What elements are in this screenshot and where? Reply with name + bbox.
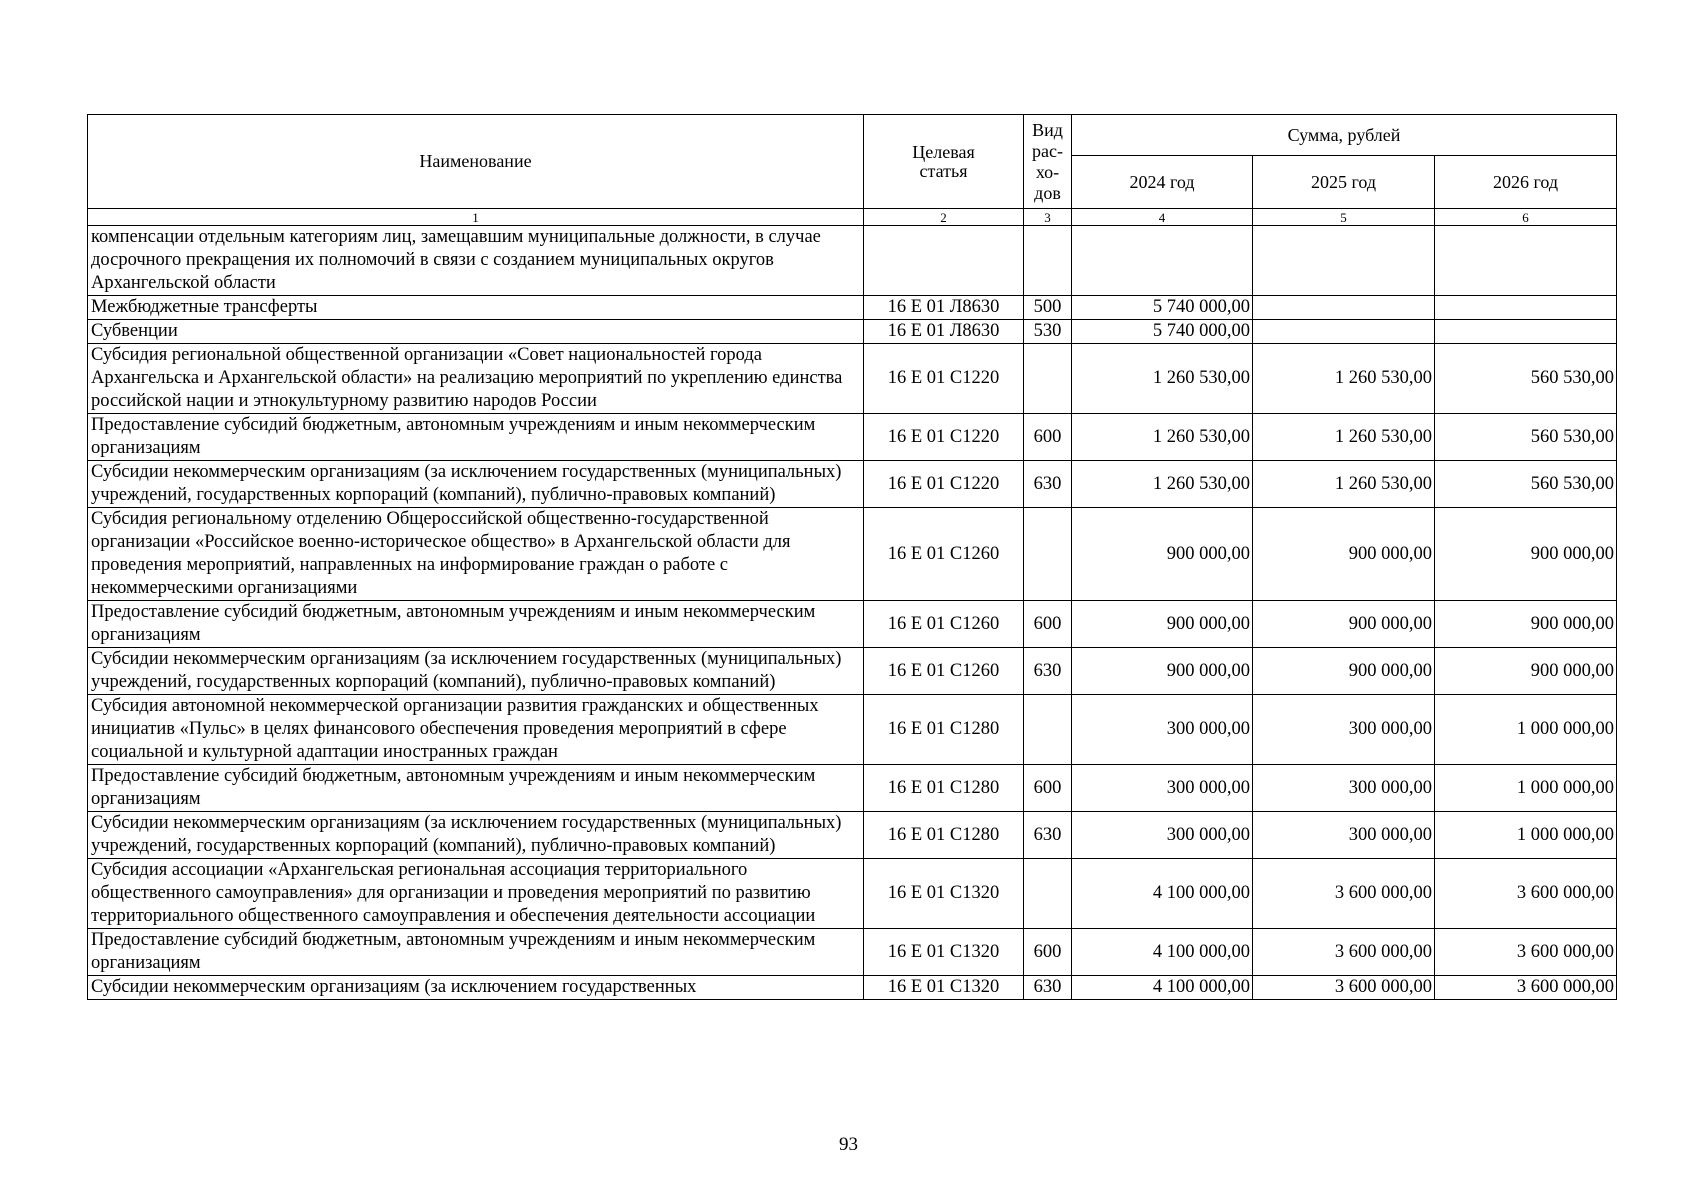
- row-amount-2024: 1 260 530,00: [1072, 344, 1253, 414]
- row-amount-2026: 900 000,00: [1435, 648, 1617, 695]
- row-expense-type: 600: [1024, 929, 1072, 976]
- table-row: [88, 695, 1617, 765]
- row-amount-2025: 900 000,00: [1253, 508, 1435, 601]
- row-amount-2024: 300 000,00: [1072, 765, 1253, 812]
- table-row: [88, 859, 1617, 929]
- table-row: [88, 414, 1617, 461]
- row-name: Предоставление субсидий бюджетным, автономным учреждениям и иным некоммерческим организациям: [88, 929, 864, 976]
- header-year-2026: 2026 год: [1435, 156, 1617, 209]
- row-amount-2026: 1 000 000,00: [1435, 765, 1617, 812]
- row-amount-2024: 5 740 000,00: [1072, 320, 1253, 344]
- row-amount-2024: 1 260 530,00: [1072, 414, 1253, 461]
- row-amount-2025: 1 260 530,00: [1253, 344, 1435, 414]
- row-amount-2026: 1 000 000,00: [1435, 812, 1617, 859]
- header-year-2024: 2024 год: [1072, 156, 1253, 209]
- header-target-article-text: Целевая статья: [912, 141, 975, 181]
- row-expense-type: [1024, 695, 1072, 765]
- row-target-article: 16 Е 01 С1220: [864, 414, 1024, 461]
- row-name: Межбюджетные трансферты: [88, 296, 864, 320]
- table-row: [88, 648, 1617, 695]
- row-target-article: 16 Е 01 С1220: [864, 461, 1024, 508]
- row-amount-2025: 1 260 530,00: [1253, 461, 1435, 508]
- row-amount-2026: 560 530,00: [1435, 344, 1617, 414]
- row-name: Субсидия региональной общественной организации «Совет национальностей города Архангельска и Архангельской области» на реализацию мероприятий по укреплению единства российской нации и этнокультурному развитию народов России: [88, 344, 864, 414]
- header-target-article: [864, 115, 1024, 209]
- row-target-article: 16 Е 01 С1260: [864, 601, 1024, 648]
- row-amount-2024: 300 000,00: [1072, 695, 1253, 765]
- page-number: 93: [839, 1134, 858, 1155]
- row-amount-2024: 300 000,00: [1072, 812, 1253, 859]
- row-amount-2026: [1435, 320, 1617, 344]
- row-amount-2024: [1072, 226, 1253, 296]
- table-row: [88, 461, 1617, 508]
- row-amount-2024: 4 100 000,00: [1072, 929, 1253, 976]
- header-expense-type: [1024, 115, 1072, 209]
- column-number: 4: [1072, 209, 1253, 226]
- row-expense-type: 600: [1024, 414, 1072, 461]
- row-amount-2026: 560 530,00: [1435, 461, 1617, 508]
- row-amount-2024: 900 000,00: [1072, 601, 1253, 648]
- row-target-article: 16 Е 01 С1320: [864, 976, 1024, 1000]
- row-amount-2025: 3 600 000,00: [1253, 929, 1435, 976]
- row-target-article: 16 Е 01 С1260: [864, 508, 1024, 601]
- row-name: Субсидии некоммерческим организациям (за исключением государственных (муниципальных) учреждений, государственных корпораций (компаний), публично-правовых компаний): [88, 648, 864, 695]
- table-row: [88, 812, 1617, 859]
- row-amount-2025: 300 000,00: [1253, 695, 1435, 765]
- header-expense-type-line: Вид: [1032, 119, 1063, 140]
- row-name: Субвенции: [88, 320, 864, 344]
- table-row: [88, 765, 1617, 812]
- row-expense-type: [1024, 508, 1072, 601]
- row-amount-2024: 900 000,00: [1072, 648, 1253, 695]
- header-year-2025: 2025 год: [1253, 156, 1435, 209]
- row-amount-2025: [1253, 320, 1435, 344]
- row-expense-type: 600: [1024, 765, 1072, 812]
- table-row: [88, 929, 1617, 976]
- row-target-article: 16 Е 01 Л8630: [864, 296, 1024, 320]
- budget-table: [87, 114, 1617, 1000]
- row-amount-2025: 3 600 000,00: [1253, 976, 1435, 1000]
- row-amount-2025: 300 000,00: [1253, 812, 1435, 859]
- row-target-article: 16 Е 01 С1260: [864, 648, 1024, 695]
- row-amount-2026: [1435, 226, 1617, 296]
- row-name: Субсидия региональному отделению Общероссийской общественно-государственной организации «Российское военно-историческое общество» в Архангельской области для проведения мероприятий, направленных на информирование граждан о работе с некоммерческими организациями: [88, 508, 864, 601]
- row-expense-type: 630: [1024, 976, 1072, 1000]
- table-row: [88, 344, 1617, 414]
- table-row: [88, 296, 1617, 320]
- row-expense-type: 630: [1024, 812, 1072, 859]
- row-amount-2025: 3 600 000,00: [1253, 859, 1435, 929]
- row-name: Субсидия ассоциации «Архангельская региональная ассоциация территориального общественного самоуправления» для организации и проведения мероприятий по развитию территориального общественного самоуправления и обеспечения деятельности ассоциации: [88, 859, 864, 929]
- row-target-article: 16 Е 01 Л8630: [864, 320, 1024, 344]
- table-row: [88, 508, 1617, 601]
- row-name: компенсации отдельным категориям лиц, замещавшим муниципальные должности, в случае досрочного прекращения их полномочий в связи с созданием муниципальных округов Архангельской области: [88, 226, 864, 296]
- row-name: Субсидии некоммерческим организациям (за исключением государственных (муниципальных) учреждений, государственных корпораций (компаний), публично-правовых компаний): [88, 812, 864, 859]
- row-target-article: 16 Е 01 С1320: [864, 859, 1024, 929]
- row-expense-type: [1024, 344, 1072, 414]
- row-amount-2025: 900 000,00: [1253, 601, 1435, 648]
- table-row: [88, 976, 1617, 1000]
- row-amount-2026: 900 000,00: [1435, 508, 1617, 601]
- column-numbers-row: [88, 209, 1617, 226]
- row-target-article: 16 Е 01 С1280: [864, 812, 1024, 859]
- table-row: [88, 601, 1617, 648]
- header-expense-type-line: дов: [1034, 182, 1061, 203]
- row-amount-2024: 4 100 000,00: [1072, 976, 1253, 1000]
- row-target-article: 16 Е 01 С1280: [864, 695, 1024, 765]
- row-name: Предоставление субсидий бюджетным, автономным учреждениям и иным некоммерческим организациям: [88, 765, 864, 812]
- row-amount-2025: 900 000,00: [1253, 648, 1435, 695]
- column-number: 2: [864, 209, 1024, 226]
- row-amount-2025: 1 260 530,00: [1253, 414, 1435, 461]
- header-name: Наименование: [88, 115, 864, 209]
- row-amount-2024: 5 740 000,00: [1072, 296, 1253, 320]
- table-body: [88, 226, 1617, 1000]
- row-name: Субсидия автономной некоммерческой организации развития гражданских и общественных инициатив «Пульс» в целях финансового обеспечения проведения мероприятий в сфере социальной и культурной адаптации иностранных граждан: [88, 695, 864, 765]
- row-target-article: 16 Е 01 С1320: [864, 929, 1024, 976]
- row-expense-type: 500: [1024, 296, 1072, 320]
- row-expense-type: [1024, 859, 1072, 929]
- row-amount-2025: [1253, 296, 1435, 320]
- row-expense-type: 630: [1024, 461, 1072, 508]
- column-number: 3: [1024, 209, 1072, 226]
- row-amount-2026: 1 000 000,00: [1435, 695, 1617, 765]
- row-target-article: 16 Е 01 С1220: [864, 344, 1024, 414]
- row-target-article: [864, 226, 1024, 296]
- row-amount-2026: 560 530,00: [1435, 414, 1617, 461]
- row-amount-2026: 3 600 000,00: [1435, 976, 1617, 1000]
- row-name: Субсидии некоммерческим организациям (за исключением государственных (муниципальных) учреждений, государственных корпораций (компаний), публично-правовых компаний): [88, 461, 864, 508]
- row-expense-type: 630: [1024, 648, 1072, 695]
- row-amount-2026: 900 000,00: [1435, 601, 1617, 648]
- row-expense-type: 600: [1024, 601, 1072, 648]
- column-number: 1: [88, 209, 864, 226]
- table-row: [88, 320, 1617, 344]
- row-expense-type: [1024, 226, 1072, 296]
- row-name: Субсидии некоммерческим организациям (за исключением государственных: [88, 976, 864, 1000]
- row-target-article: 16 Е 01 С1280: [864, 765, 1024, 812]
- column-number: 5: [1253, 209, 1435, 226]
- row-amount-2026: [1435, 296, 1617, 320]
- row-amount-2025: [1253, 226, 1435, 296]
- header-expense-type-line: рас-: [1032, 140, 1063, 161]
- row-amount-2025: 300 000,00: [1253, 765, 1435, 812]
- row-name: Предоставление субсидий бюджетным, автономным учреждениям и иным некоммерческим организациям: [88, 414, 864, 461]
- column-number: 6: [1435, 209, 1617, 226]
- row-amount-2026: 3 600 000,00: [1435, 929, 1617, 976]
- row-name: Предоставление субсидий бюджетным, автономным учреждениям и иным некоммерческим организациям: [88, 601, 864, 648]
- row-amount-2026: 3 600 000,00: [1435, 859, 1617, 929]
- row-amount-2024: 900 000,00: [1072, 508, 1253, 601]
- header-expense-type-line: хо-: [1035, 161, 1060, 182]
- table-row: [88, 226, 1617, 296]
- row-expense-type: 530: [1024, 320, 1072, 344]
- row-amount-2024: 1 260 530,00: [1072, 461, 1253, 508]
- row-amount-2024: 4 100 000,00: [1072, 859, 1253, 929]
- header-sum: Сумма, рублей: [1072, 115, 1617, 156]
